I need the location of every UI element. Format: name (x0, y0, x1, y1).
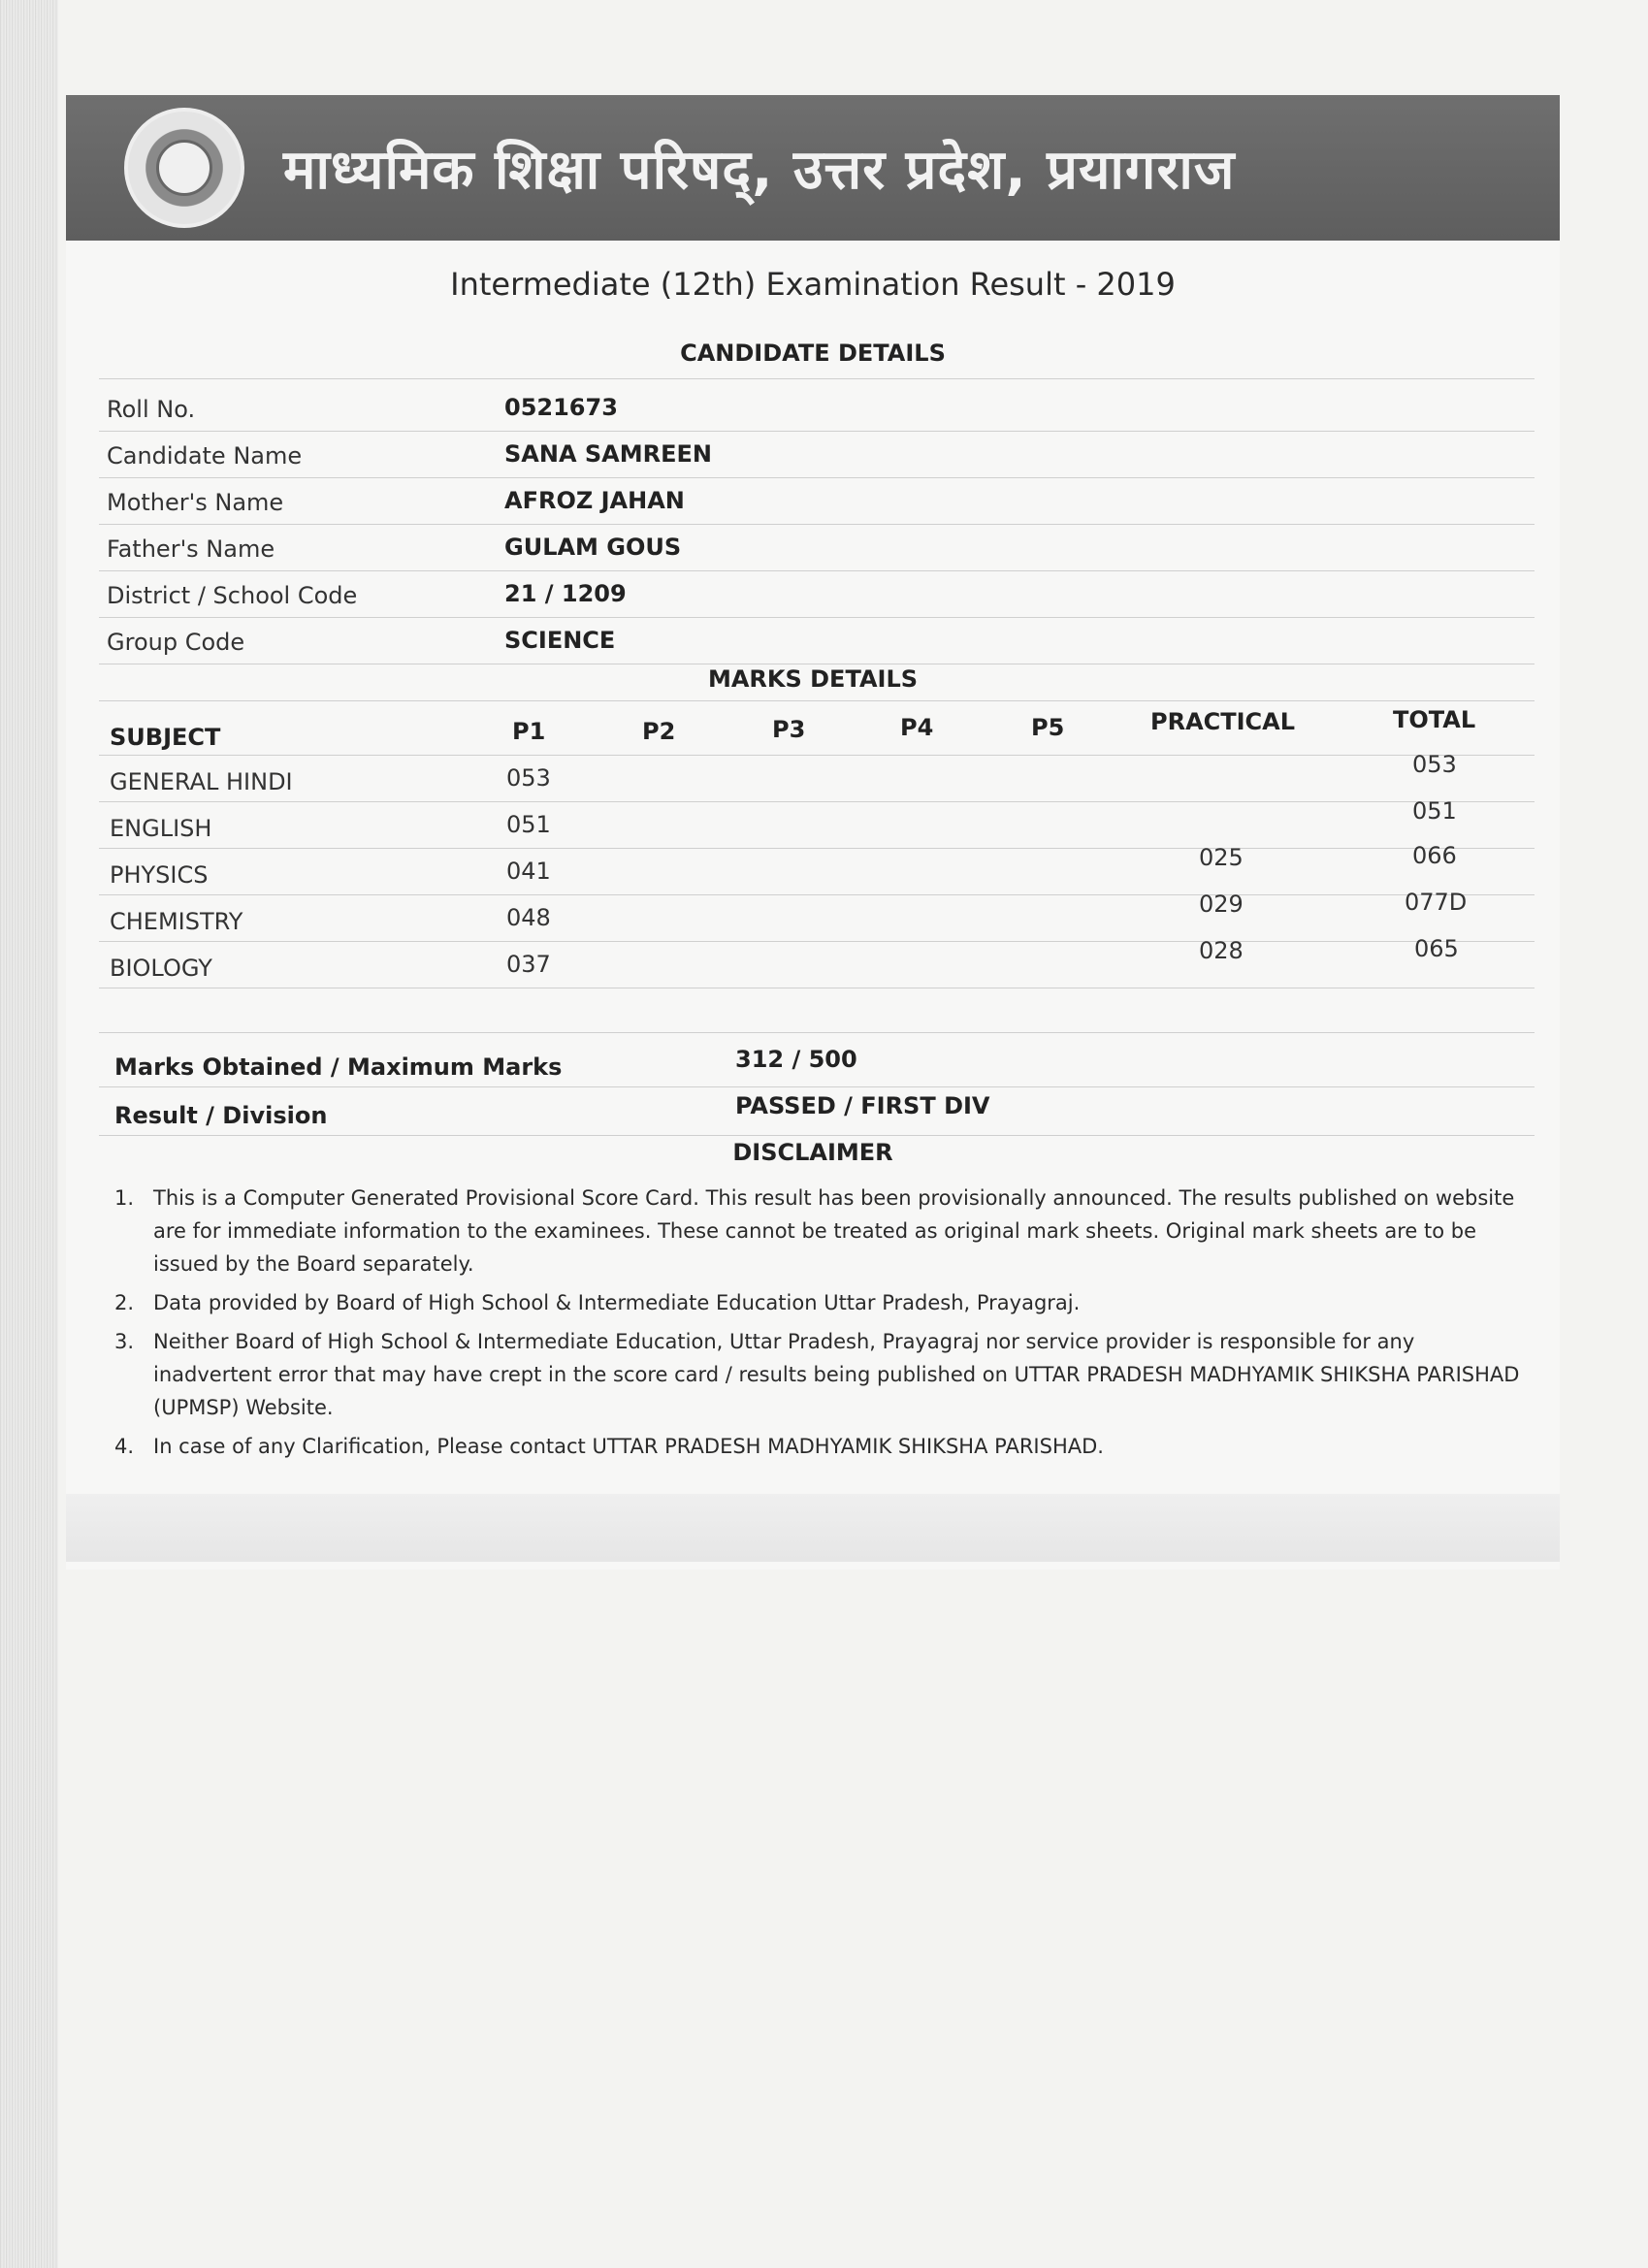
divider (99, 524, 1535, 525)
disclaimer-title: DISCLAIMER (732, 1139, 893, 1166)
result-division-label: Result / Division (114, 1102, 328, 1129)
header-bar (66, 95, 1560, 241)
list-item-text: In case of any Clarification, Please contact UTTAR PRADESH MADHYAMIK SHIKSHA PARISHAD. (153, 1435, 1104, 1458)
marks-details-title: MARKS DETAILS (707, 665, 919, 693)
total-cell: 053 (1412, 751, 1457, 778)
total-cell: 065 (1414, 935, 1459, 962)
disclaimer-list (114, 1182, 1531, 1469)
practical-cell: 028 (1199, 937, 1244, 964)
p1-cell: 037 (506, 951, 551, 978)
list-item-number: 2. (114, 1291, 135, 1314)
marks-obtained-label: Marks Obtained / Maximum Marks (114, 1053, 563, 1081)
total-cell: 051 (1412, 797, 1457, 825)
school-code-label: District / School Code (107, 582, 358, 609)
list-item-text: Data provided by Board of High School & Intermediate Education Uttar Pradesh, Prayagraj. (153, 1291, 1081, 1314)
exam-title: Intermediate (12th) Examination Result - 2019 (450, 266, 1176, 303)
list-item-number: 3. (114, 1330, 135, 1353)
mother-name-value: AFROZ JAHAN (504, 487, 685, 514)
candidate-name-value: SANA SAMREEN (504, 440, 712, 468)
practical-cell: 029 (1199, 891, 1244, 918)
p1-cell: 051 (506, 811, 551, 838)
practical-header: PRACTICAL (1150, 708, 1296, 735)
p1-header: P1 (512, 718, 546, 745)
p5-header: P5 (1031, 714, 1065, 741)
father-name-label: Father's Name (107, 535, 275, 563)
candidate-details-title: CANDIDATE DETAILS (680, 340, 946, 367)
candidate-name-label: Candidate Name (107, 442, 303, 470)
divider (99, 570, 1535, 571)
subject-header: SUBJECT (110, 724, 221, 751)
list-item (114, 1430, 1531, 1463)
divider (99, 700, 1535, 701)
divider (99, 1086, 1535, 1087)
total-cell: 077D (1405, 889, 1468, 916)
scan-edge-artifact (0, 0, 58, 2268)
board-name-hindi: माध्यमिक शिक्षा परिषद्, उत्तर प्रदेश, प्रयागराज (283, 139, 1236, 202)
divider (99, 1135, 1535, 1136)
result-division-value: PASSED / FIRST DIV (735, 1092, 990, 1119)
father-name-value: GULAM GOUS (504, 534, 682, 561)
candidate-row-mother (107, 479, 1533, 526)
roll-no-label: Roll No. (107, 396, 196, 423)
list-item-text: Neither Board of High School & Intermediate Education, Uttar Pradesh, Prayagraj nor service provider is responsible for any inadvertent error that may have crept in the score card / results being published on UTTAR PRADESH MADHYAMIK SHIKSHA PARISHAD (UPMSP) Website. (153, 1330, 1520, 1419)
p1-cell: 048 (506, 904, 551, 931)
list-item (114, 1325, 1531, 1424)
footer-band (66, 1494, 1560, 1562)
candidate-row-school-code (107, 572, 1533, 619)
subject-cell: ENGLISH (110, 815, 212, 842)
list-item (114, 1286, 1531, 1319)
divider (99, 378, 1535, 379)
divider (99, 431, 1535, 432)
subject-cell: PHYSICS (110, 861, 209, 889)
school-code-value: 21 / 1209 (504, 580, 627, 607)
list-item-text: This is a Computer Generated Provisional Score Card. This result has been provisionally announced. The results published on website are for immediate information to the examinees. These cannot be treated as original mark sheets. Original mark sheets are to be issued by the Board separately. (153, 1186, 1515, 1276)
divider (99, 848, 1535, 849)
p1-cell: 041 (506, 858, 551, 885)
subject-cell: GENERAL HINDI (110, 768, 293, 795)
total-header: TOTAL (1393, 706, 1476, 733)
p2-header: P2 (642, 718, 676, 745)
subject-cell: BIOLOGY (110, 955, 212, 982)
divider (99, 477, 1535, 478)
candidate-row-roll (107, 386, 1533, 433)
list-item-number: 4. (114, 1435, 135, 1458)
divider (99, 755, 1535, 756)
divider (99, 617, 1535, 618)
practical-cell: 025 (1199, 844, 1244, 871)
divider (99, 941, 1535, 942)
candidate-row-group (107, 619, 1533, 665)
candidate-row-name (107, 433, 1533, 479)
p1-cell: 053 (506, 764, 551, 792)
p4-header: P4 (900, 714, 934, 741)
roll-no-value: 0521673 (504, 394, 618, 421)
subject-cell: CHEMISTRY (110, 908, 243, 935)
list-item-number: 1. (114, 1186, 135, 1210)
result-sheet (66, 95, 1560, 1570)
divider (99, 801, 1535, 802)
p3-header: P3 (772, 716, 806, 743)
list-item (114, 1182, 1531, 1280)
divider (99, 1032, 1535, 1033)
total-cell: 066 (1412, 842, 1457, 869)
marks-obtained-value: 312 / 500 (735, 1046, 857, 1073)
mother-name-label: Mother's Name (107, 489, 284, 516)
seal-emblem-icon (156, 140, 212, 196)
group-code-label: Group Code (107, 629, 245, 656)
group-code-value: SCIENCE (504, 627, 616, 654)
divider (99, 894, 1535, 895)
board-seal-logo (124, 108, 244, 228)
candidate-row-father (107, 526, 1533, 572)
